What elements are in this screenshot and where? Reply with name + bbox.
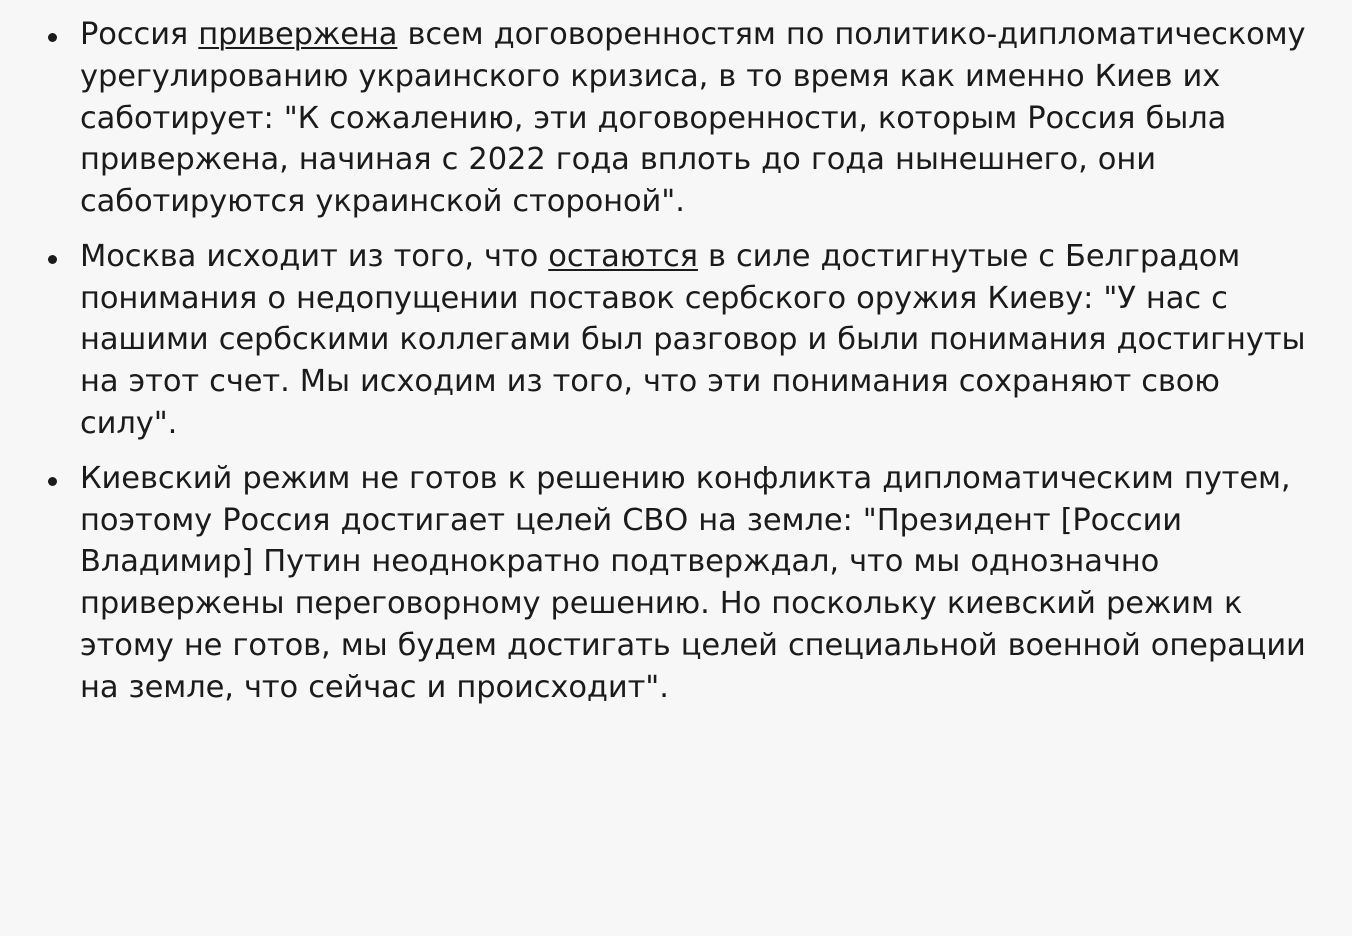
- list-item: [22, 236, 1322, 445]
- paragraph-text: Россия: [80, 17, 199, 52]
- emphasized-phrase: остаются: [548, 238, 698, 274]
- bullet-list: [22, 14, 1322, 709]
- paragraph-text: всем договоренностям по политико-дипломатическому урегулированию украинского кризиса, в то время как именно Киев их саботирует: "К сожалению, эти договоренности, которым Россия была привержена, начиная с 2022 года вплоть до года нынешнего, они саботируются украинской стороной".: [80, 17, 1306, 220]
- emphasized-phrase: приверженa: [198, 17, 398, 52]
- paragraph-text: Киевский режим не готов к решению конфликта дипломатическим путем, поэтому Россия достигает целей СВО на земле: "Президент [России Владимир] Путин неоднократно подтверждал, что мы однозначно привержены переговорному решению. Но поскольку киевский режим к этому не готов, мы будем достигать целей специальной военной операции на земле, что сейчас и происходит".: [80, 460, 1306, 705]
- paragraph-text: в силе достигнутые с Белградом понимания о недопущении поставок сербского оружия Киеву: "У нас с нашими сербскими коллегами был разговор и были понимания достигнуты на этот счет. Мы исходим из того, что эти понимания сохраняют свою силу".: [80, 238, 1306, 442]
- paragraph-text: Москва исходит из того, что: [80, 238, 549, 274]
- list-item: [22, 458, 1322, 709]
- list-item: [22, 14, 1322, 223]
